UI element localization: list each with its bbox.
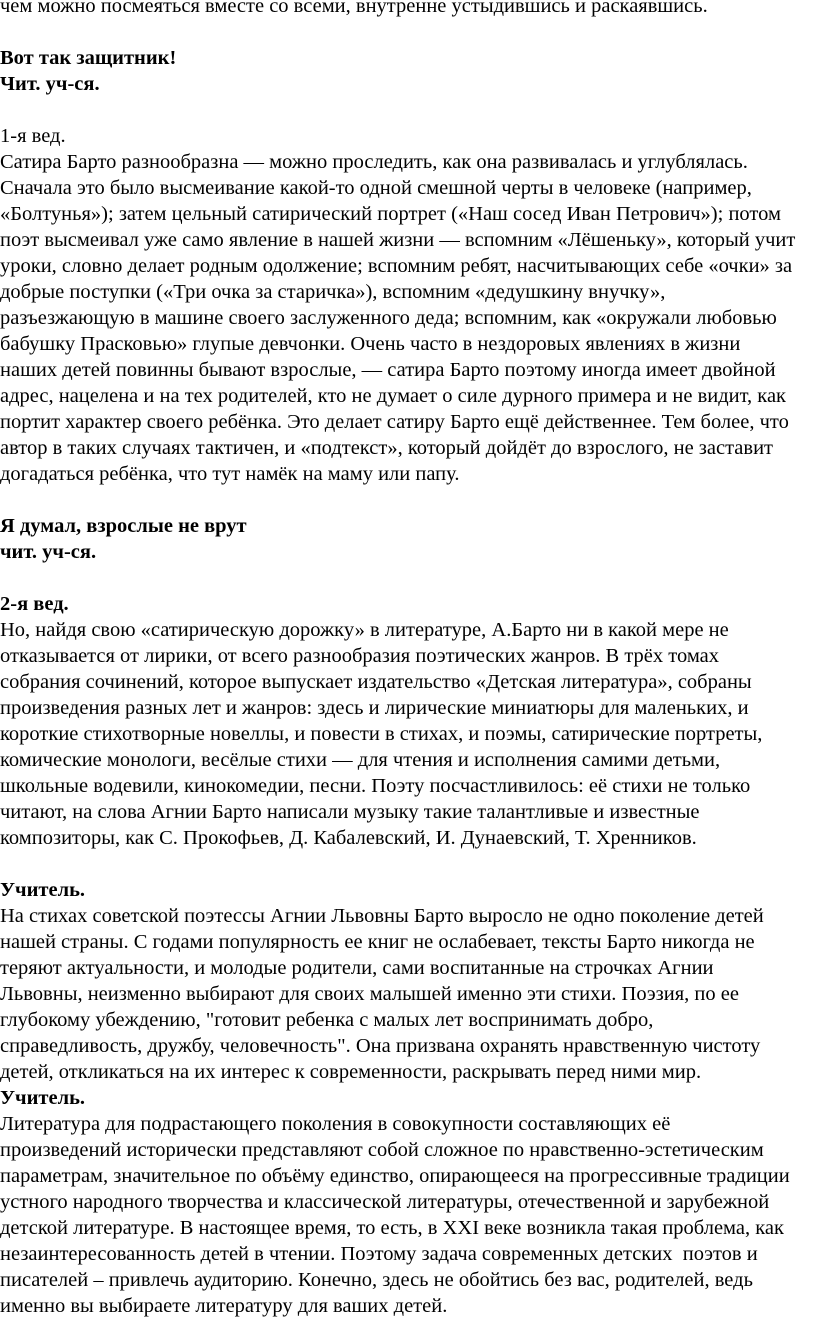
paragraph-line: нашей страны. С годами популярность ее книг не ослабевает, тексты Барто никогда не <box>0 931 755 953</box>
paragraph-line: автор в таких случаях тактичен, и «подтекст», который дойдёт до взрослого, не заставит <box>0 437 774 459</box>
paragraph-line: читают, на слова Агнии Барто написали музыку такие талантливые и известные <box>0 801 700 823</box>
paragraph-line: портит характер своего ребёнка. Это делает сатиру Барто ещё действеннее. Тем более, что <box>0 411 789 433</box>
lead-2-paragraph <box>0 617 812 851</box>
paragraph-line: собрания сочинений, которое выпускает издательство «Детская литература», собраны <box>0 671 752 693</box>
speaker-label-teacher-1: Учитель. <box>0 879 86 901</box>
intro-line: чем можно посмеяться вместе со всеми, внутренне устыдившись и раскаявшись. <box>0 0 708 17</box>
spacer <box>0 97 812 123</box>
paragraph-line: короткие стихотворные новеллы, и повести в стихах, и поэмы, сатирические портреты, <box>0 723 763 745</box>
paragraph-line: писателей – привлечь аудиторию. Конечно, здесь не обойтись без вас, родителей, ведь <box>0 1269 753 1291</box>
teacher-1-paragraph <box>0 903 812 1085</box>
lead-1-paragraph <box>0 149 812 487</box>
paragraph-line: именно вы выбираете литературу для ваших детей. <box>0 1295 448 1317</box>
paragraph-line: Львовны, неизменно выбирают для своих малышей именно эти стихи. Поэзия, по ее <box>0 983 739 1005</box>
spacer <box>0 851 812 877</box>
spacer <box>0 487 812 513</box>
paragraph-line: Но, найдя свою «сатирическую дорожку» в литературе, А.Барто ни в какой мере не <box>0 619 729 641</box>
reader-note-1: Чит. уч-ся. <box>0 73 100 95</box>
paragraph-line: Литература для подрастающего поколения в совокупности составляющих её <box>0 1113 671 1135</box>
poem-title-vot-tak-zashchitnik: Вот так защитник! <box>0 47 177 69</box>
paragraph-line: незаинтересованность детей в чтении. Поэтому задача современных детских поэтов и <box>0 1243 758 1265</box>
paragraph-line: теряют актуальности, и молодые родители, сами воспитанные на строчках Агнии <box>0 957 714 979</box>
paragraph-line: школьные водевили, кинокомедии, песни. Поэту посчастливилось: её стихи не только <box>0 775 751 797</box>
speaker-label-lead-2: 2-я вед. <box>0 593 69 615</box>
paragraph-line: добрые поступки («Три очка за старичка»), вспомним «дедушкину внучку», <box>0 281 666 303</box>
paragraph-line: отказывается от лирики, от всего разнообразия поэтических жанров. В трёх томах <box>0 645 720 667</box>
poem-title-ya-dumal: Я думал, взрослые не врут <box>0 515 247 537</box>
paragraph-line: На стихах советской поэтессы Агнии Львовны Барто выросло не одно поколение детей <box>0 905 764 927</box>
speaker-label-teacher-2: Учитель. <box>0 1087 86 1109</box>
spacer <box>0 19 812 45</box>
spacer <box>0 565 812 591</box>
paragraph-line: композиторы, как С. Прокофьев, Д. Кабалевский, И. Дунаевский, Т. Хренников. <box>0 827 697 849</box>
paragraph-line: детей, откликаться на их интерес к современности, раскрывать перед ними мир. <box>0 1061 702 1083</box>
paragraph-line: устного народного творчества и классической литературы, отечественной и зарубежной <box>0 1191 770 1213</box>
paragraph-line: Сначала это было высмеивание какой-то одной смешной черты в человеке (например, <box>0 177 752 199</box>
paragraph-line: «Болтунья»); затем цельный сатирический портрет («Наш сосед Иван Петрович»); потом <box>0 203 781 225</box>
teacher-2-paragraph <box>0 1111 812 1319</box>
paragraph-line: догадаться ребёнка, что тут намёк на маму или папу. <box>0 463 460 485</box>
paragraph-line: наших детей повинны бывают взрослые, — сатира Барто поэтому иногда имеет двойной <box>0 359 776 381</box>
paragraph-line: произведений исторически представляют собой сложное по нравственно-эстетическим <box>0 1139 764 1161</box>
paragraph-line: параметрам, значительное по объёму единство, опирающееся на прогрессивные традиции <box>0 1165 790 1187</box>
paragraph-line: адрес, нацелена и на тех родителей, кто не думает о силе дурного примера и не видит, как <box>0 385 787 407</box>
paragraph-line: бабушку Прасковью» глупые девчонки. Очень часто в нездоровых явлениях в жизни <box>0 333 741 355</box>
paragraph-line: комические монологи, весёлые стихи — для чтения и исполнения самими детьми, <box>0 749 721 771</box>
paragraph-line: разъезжающую в машине своего заслуженного деда; вспомним, как «окружали любовью <box>0 307 777 329</box>
paragraph-line: справедливость, дружбу, человечность". Она призвана охранять нравственную чистоту <box>0 1035 761 1057</box>
paragraph-line: произведения разных лет и жанров: здесь и лирические миниатюры для маленьких, и <box>0 697 749 719</box>
paragraph-line: поэт высмеивал уже само явление в нашей жизни — вспомним «Лёшеньку», который учит <box>0 229 796 251</box>
paragraph-line: глубокому убеждению, "готовит ребенка с малых лет воспринимать добро, <box>0 1009 654 1031</box>
paragraph-line: детской литературе. В настоящее время, то есть, в XXI веке возникла такая проблема, как <box>0 1217 784 1239</box>
paragraph-line: Сатира Барто разнообразна — можно проследить, как она развивалась и углублялась. <box>0 151 748 173</box>
speaker-label-lead-1: 1-я вед. <box>0 125 66 147</box>
reader-note-2: чит. уч-ся. <box>0 541 97 563</box>
paragraph-line: уроки, словно делает родным одолжение; вспомним ребят, насчитывающих себе «очки» за <box>0 255 793 277</box>
